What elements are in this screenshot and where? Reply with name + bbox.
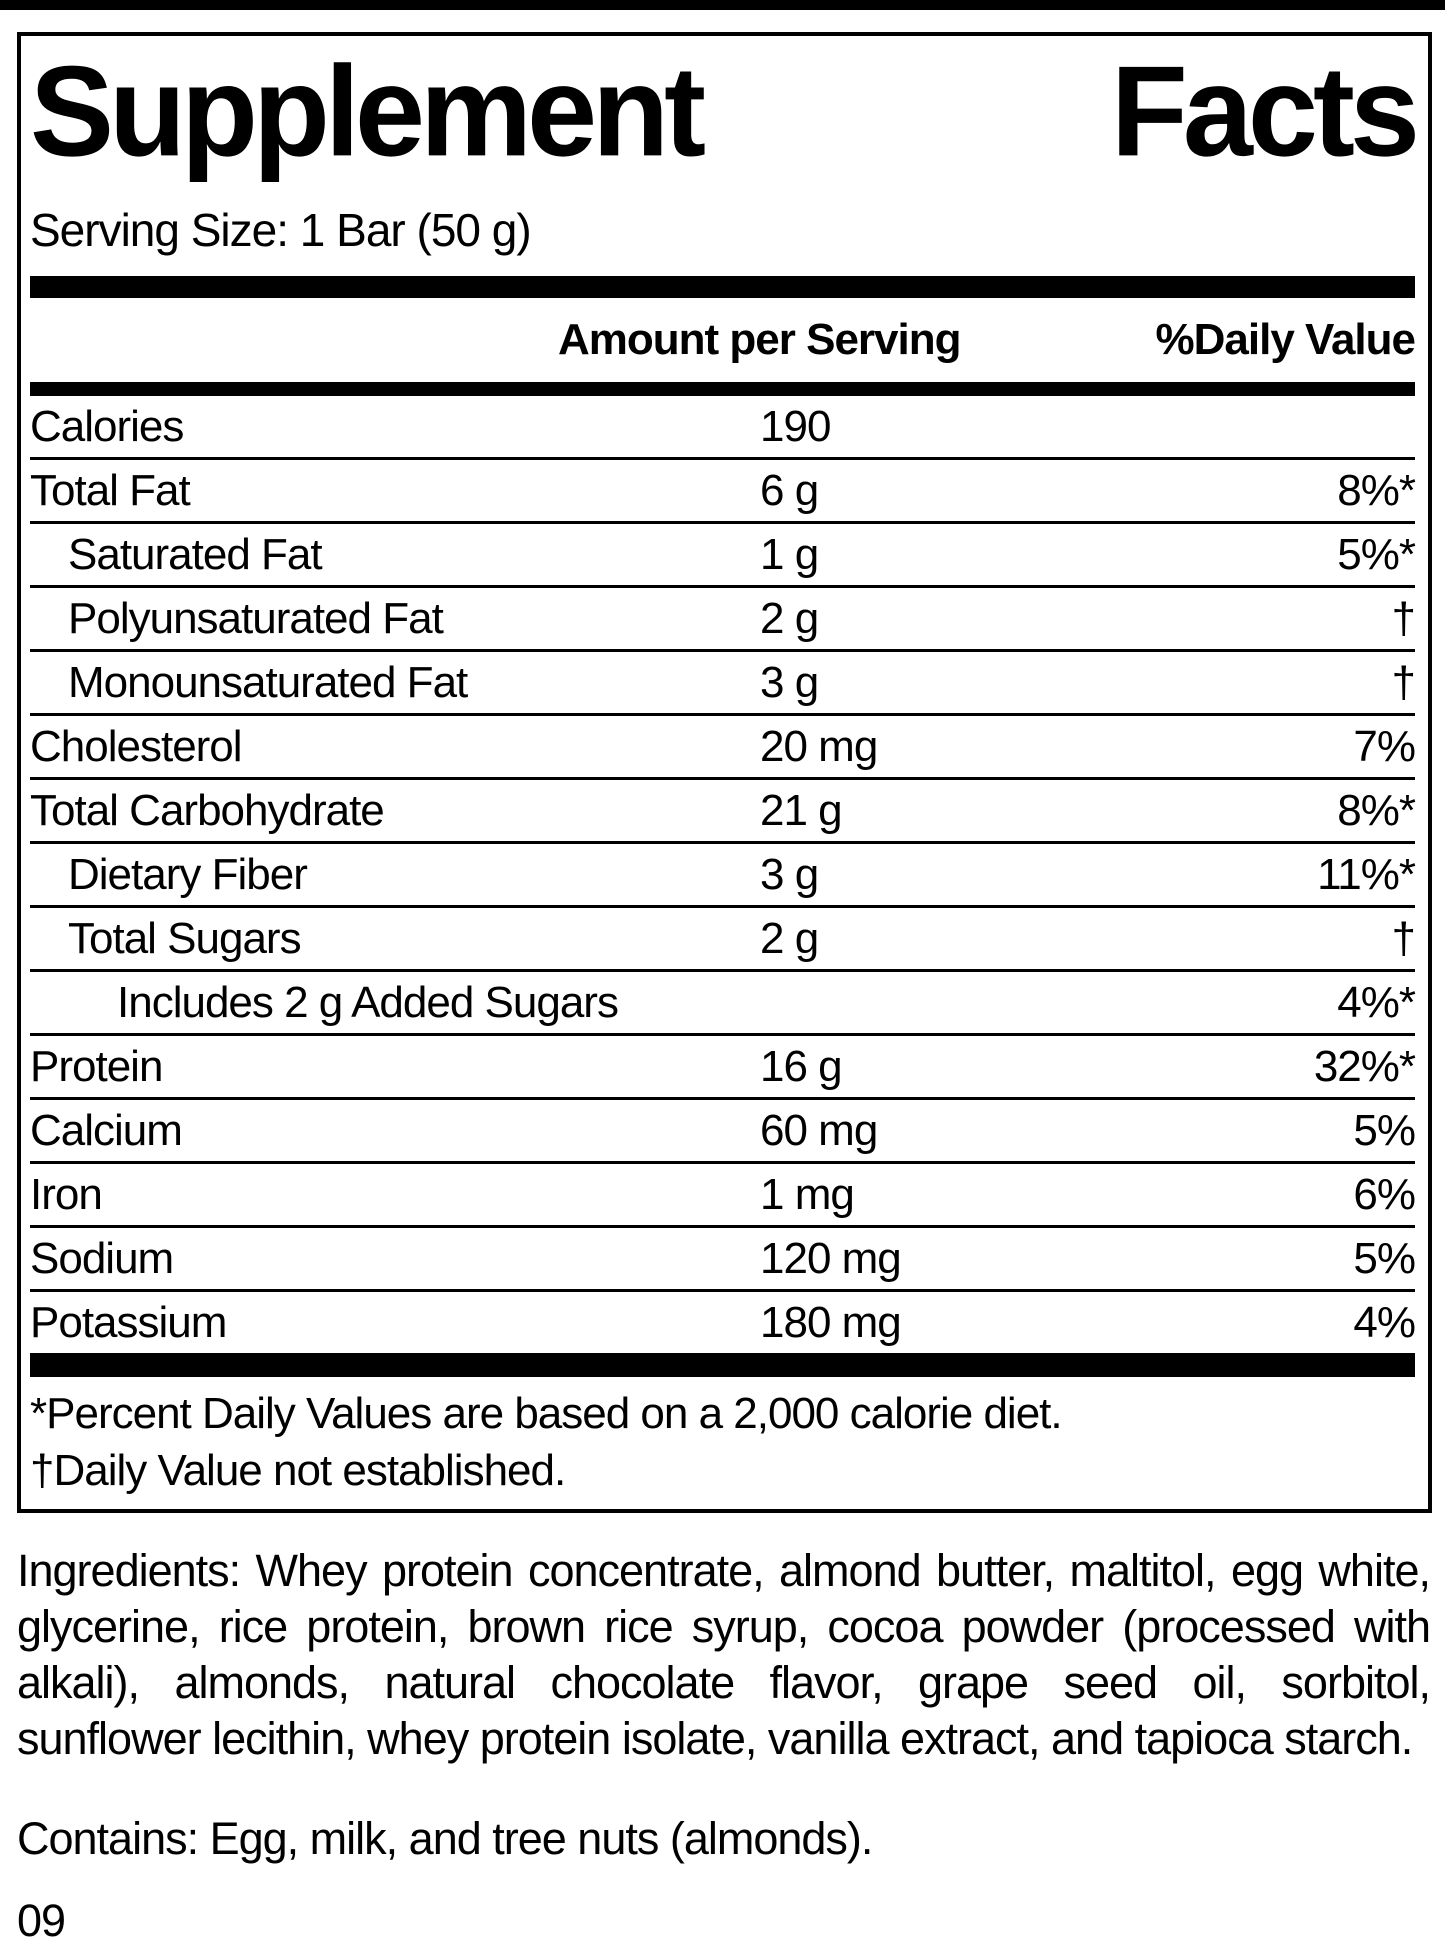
panel-title <box>30 36 1415 181</box>
nutrient-amount: 1 mg <box>760 1169 854 1219</box>
nutrient-name: Monounsaturated Fat <box>68 657 468 707</box>
nutrient-row <box>30 905 1415 969</box>
daily-value-column-header: %Daily Value <box>1155 315 1415 365</box>
nutrient-row <box>30 521 1415 585</box>
nutrient-name: Total Fat <box>30 465 190 515</box>
nutrient-row <box>30 396 1415 457</box>
medium-divider-bar-header <box>30 382 1415 396</box>
allergen-contains-text: Contains: Egg, milk, and tree nuts (almonds). <box>17 1813 873 1865</box>
nutrient-row <box>30 1161 1415 1225</box>
nutrient-amount: 21 g <box>760 785 842 835</box>
nutrient-row <box>30 457 1415 521</box>
nutrient-name: Potassium <box>30 1297 227 1347</box>
nutrient-name: Includes 2 g Added Sugars <box>117 977 618 1027</box>
nutrient-row <box>30 777 1415 841</box>
nutrient-amount: 16 g <box>760 1041 842 1091</box>
nutrient-name: Iron <box>30 1169 102 1219</box>
thick-divider-bar-bottom <box>30 1353 1415 1377</box>
nutrient-amount: 3 g <box>760 849 819 899</box>
nutrient-daily-value: 8%* <box>1337 785 1415 835</box>
nutrient-daily-value: 11%* <box>1317 849 1415 899</box>
nutrient-name: Protein <box>30 1041 163 1091</box>
amount-column-header: Amount per Serving <box>558 315 961 365</box>
nutrient-name: Cholesterol <box>30 721 242 771</box>
nutrient-row <box>30 969 1415 1033</box>
footnotes <box>30 1385 1415 1499</box>
nutrient-daily-value: 4% <box>1353 1297 1415 1347</box>
nutrient-name: Dietary Fiber <box>68 849 307 899</box>
nutrient-daily-value: 5% <box>1353 1233 1415 1283</box>
ingredients-text: Ingredients: Whey protein concentrate, almond butter, maltitol, egg white, glycerine, rice protein, brown rice syrup, cocoa powder (processed with alkali), almonds, natural chocolate flavor, grape seed oil, sorbitol, sunflower lecithin, whey protein isolate, vanilla extract, and tapioca starch. <box>17 1545 1430 1765</box>
nutrient-row <box>30 585 1415 649</box>
nutrient-daily-value: 6% <box>1353 1169 1415 1219</box>
nutrient-daily-value: † <box>1391 657 1415 707</box>
supplement-facts-panel <box>17 32 1432 1513</box>
nutrient-name: Polyunsaturated Fat <box>68 593 443 643</box>
nutrient-row <box>30 1225 1415 1289</box>
footnote-daily-value-not-established: †Daily Value not established. <box>30 1446 566 1496</box>
thick-divider-bar-top <box>30 276 1415 298</box>
nutrient-amount: 3 g <box>760 657 819 707</box>
nutrient-name: Calcium <box>30 1105 182 1155</box>
top-edge-strip <box>0 0 1445 10</box>
serving-size-text: Serving Size: 1 Bar (50 g) <box>30 204 531 257</box>
nutrient-daily-value: 8%* <box>1337 465 1415 515</box>
column-header-row <box>30 298 1415 382</box>
nutrient-name: Sodium <box>30 1233 174 1283</box>
nutrient-daily-value: 32%* <box>1313 1041 1415 1091</box>
nutrient-amount: 2 g <box>760 913 819 963</box>
nutrient-amount: 1 g <box>760 529 819 579</box>
nutrient-row <box>30 841 1415 905</box>
nutrient-row <box>30 1289 1415 1353</box>
nutrient-daily-value: 4%* <box>1337 977 1415 1027</box>
nutrient-amount: 180 mg <box>760 1297 901 1347</box>
nutrient-amount: 6 g <box>760 465 819 515</box>
nutrient-daily-value: 5% <box>1353 1105 1415 1155</box>
nutrient-row <box>30 649 1415 713</box>
panel-title-word-left: Supplement <box>30 39 702 183</box>
nutrient-daily-value: † <box>1391 913 1415 963</box>
nutrient-amount: 20 mg <box>760 721 878 771</box>
nutrient-name: Total Carbohydrate <box>30 785 384 835</box>
nutrient-daily-value: 5%* <box>1337 529 1415 579</box>
nutrient-amount: 120 mg <box>760 1233 901 1283</box>
nutrient-row <box>30 713 1415 777</box>
nutrient-table <box>30 396 1415 1353</box>
nutrient-daily-value: 7% <box>1353 721 1415 771</box>
nutrient-name: Saturated Fat <box>68 529 322 579</box>
footnote-percent-daily-value: *Percent Daily Values are based on a 2,000 calorie diet. <box>30 1389 1062 1439</box>
nutrient-row <box>30 1097 1415 1161</box>
nutrient-amount: 190 <box>760 401 831 451</box>
batch-code: 09 <box>17 1895 66 1939</box>
nutrient-amount: 2 g <box>760 593 819 643</box>
nutrient-daily-value: † <box>1391 593 1415 643</box>
nutrient-name: Total Sugars <box>68 913 301 963</box>
nutrient-name: Calories <box>30 401 184 451</box>
panel-title-word-right: Facts <box>1110 39 1415 183</box>
nutrient-amount: 60 mg <box>760 1105 878 1155</box>
nutrient-row <box>30 1033 1415 1097</box>
